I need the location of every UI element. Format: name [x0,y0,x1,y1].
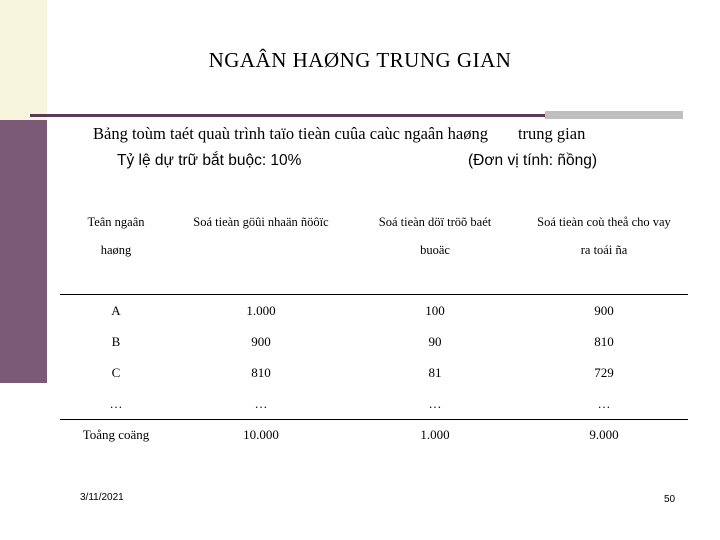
cell-loan: … [597,395,611,411]
table-caption-tail: trung gian [517,124,586,143]
header-loans-line2: ra toái ña [580,243,628,257]
table-row [60,357,688,388]
table-caption [93,124,585,144]
table-total-row [60,419,688,450]
table-caption-main: Bảng toùm taét quaù trình taïo tieàn cuûa caùc ngaân haøng [93,124,488,143]
header-reserves-line2: buoäc [420,243,450,257]
table-header-row [60,200,688,295]
cell-loan: 729 [594,364,614,380]
cell-total-loan: 9.000 [589,427,619,442]
table-row [60,326,688,357]
cell-bank: A [111,302,121,318]
cell-total-label: Toång coäng [82,427,150,442]
header-bank [60,208,172,264]
cell-deposit: 900 [251,333,271,349]
cell-loan: 900 [594,302,614,318]
unit-note: (Đơn vị tính: ñồng) [468,152,598,169]
slide-date: 3/11/2021 [80,492,124,503]
header-deposits-line1: Soá tieàn göûi nhaän ñöôïc [193,215,329,229]
cell-total-deposit: 10.000 [243,427,279,442]
header-loans-line1: Soá tieàn coù theå cho vay [537,215,671,229]
cell-deposit: … [254,395,268,411]
header-reserves [350,208,520,264]
money-creation-table [60,200,688,450]
cell-deposit: 810 [251,364,271,380]
slide-title: NGAÂN HAØNG TRUNG GIAN [208,48,512,72]
header-bank-line2: haøng [100,243,132,257]
title-rule [30,114,545,117]
left-decor-bar [0,120,47,383]
header-loans [520,208,688,264]
header-bank-line1: Teân ngaân [87,215,145,229]
cell-reserve: 90 [428,333,442,349]
cell-bank: C [111,364,121,380]
reserve-ratio: Tỷ lệ dự trữ bắt buộc: 10% [117,152,302,169]
slide-page-number: 50 [664,494,676,505]
title-rule-accent [545,111,683,119]
cell-loan: 810 [594,333,614,349]
cell-reserve: 100 [425,302,445,318]
cell-reserve: 81 [428,364,442,380]
table-row [60,295,688,326]
header-reserves-line1: Soá tieàn döï tröõ baét [378,215,492,229]
cell-bank: B [111,333,121,349]
cell-total-reserve: 1.000 [420,427,450,442]
cell-deposit: 1.000 [246,302,276,318]
table-row [60,388,688,419]
cell-reserve: … [428,395,442,411]
header-deposits [172,208,350,236]
cell-bank: … [109,395,123,411]
